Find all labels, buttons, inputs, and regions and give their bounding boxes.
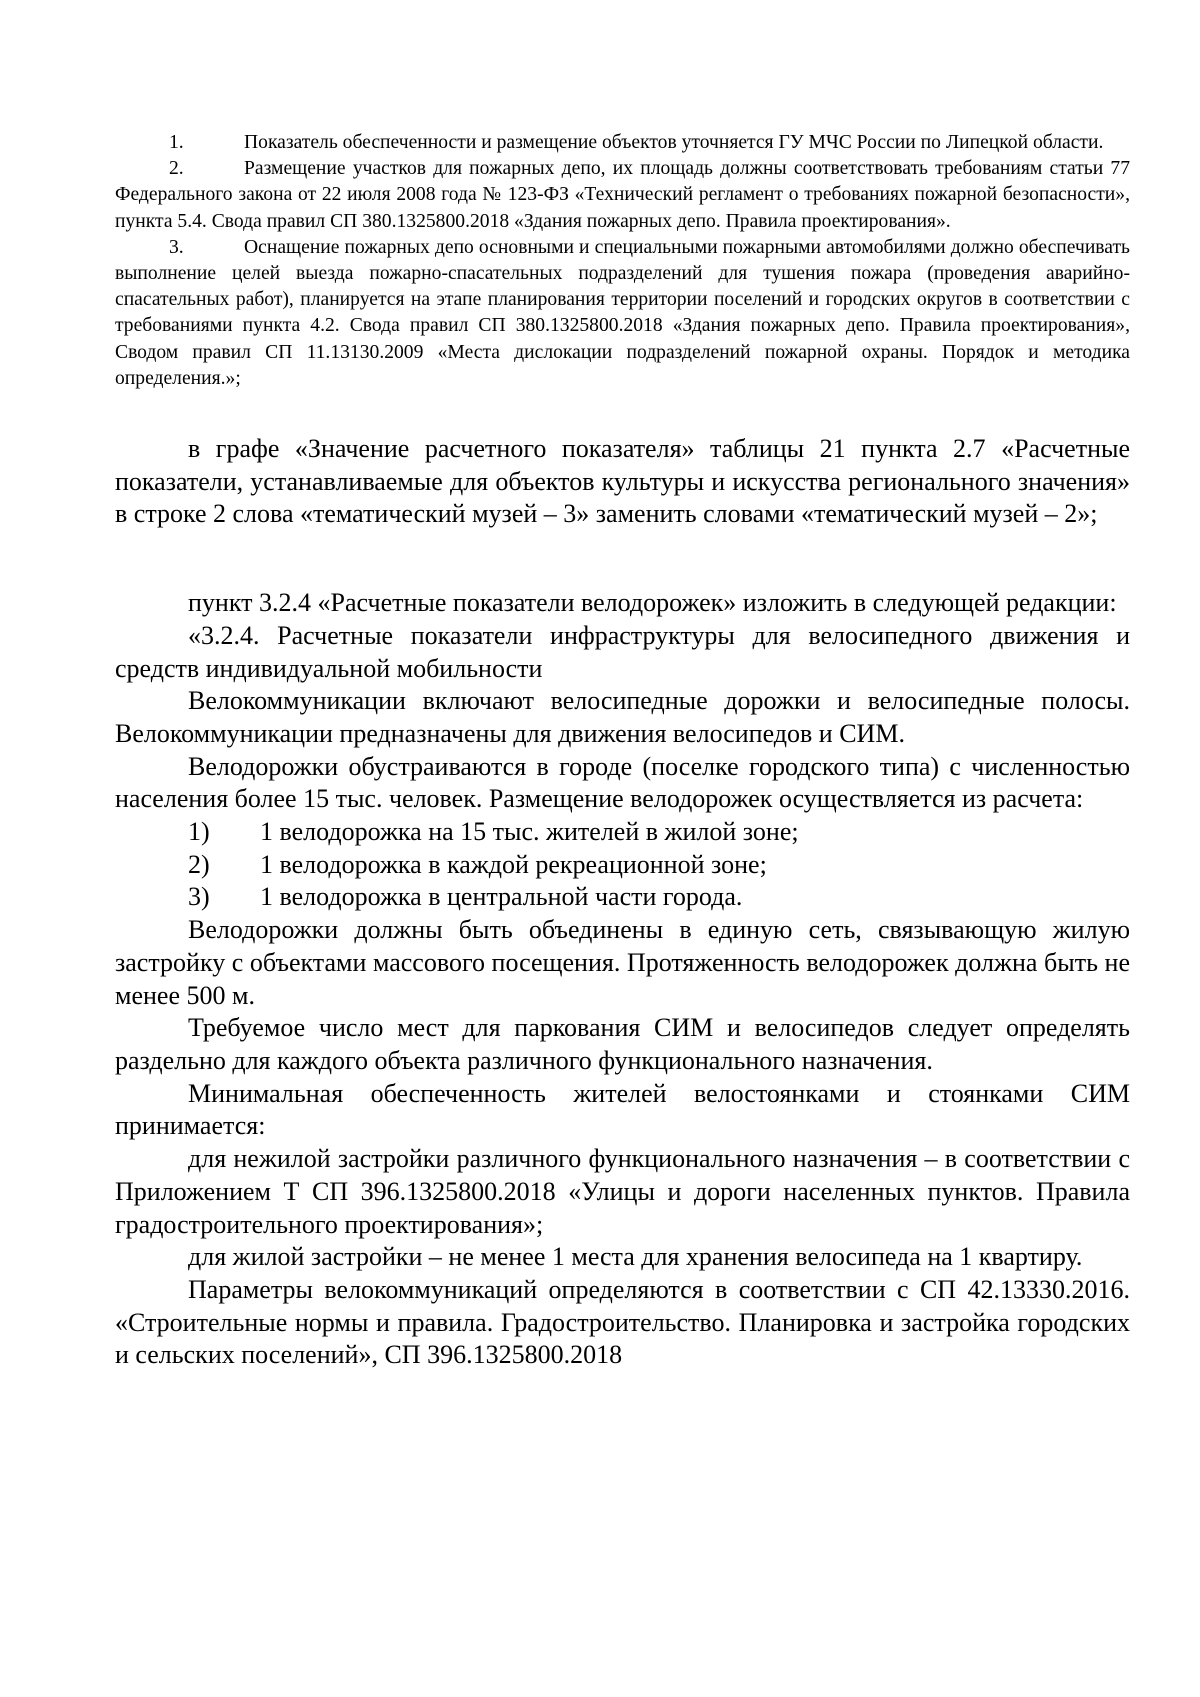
table-notes [115,130,1130,392]
list-number: 3) [188,882,210,912]
list-text: 1 велодорожка в каждой рекреационной зоне; [260,849,767,879]
list-item [115,881,1130,914]
paragraph-network: Велодорожки должны быть объединены в единую сеть, связывающую жилую застройку с объектами массового посещения. Протяженность велодорожек должна быть не менее 500 м. [115,915,1130,1010]
paragraph-parking: Требуемое число мест для паркования СИМ и велосипедов следует определять раздельно для каждого объекта различного функционального назначения. [115,1013,1130,1075]
paragraph-velocommunications: Велокоммуникации включают велосипедные дорожки и велосипедные полосы. Велокоммуникации предназначены для движения велосипедов и СИМ. [115,686,1130,748]
list-number: 2) [188,849,210,879]
paragraph-minimum: Минимальная обеспеченность жителей велостоянками и стоянками СИМ принимается: [115,1078,1130,1141]
spacer [115,531,1130,587]
paragraph-324-intro: пункт 3.2.4 «Расчетные показатели велодорожек» изложить в следующей редакции: [188,588,1117,618]
paragraph-velodorozhki: Велодорожки обустраиваются в городе (поселке городского типа) с численностью населения более 15 тыс. человек. Размещение велодорожек осуществляется из расчета: [115,751,1130,814]
note-number: 3. [169,236,184,258]
note-text: Размещение участков для пожарных депо, их площадь должны соответствовать требованиям статьи 77 Федерального закона от 22 июля 2008 года № 123-ФЗ «Технический регламент о требованиях пожарной безопасности», пункта 5.4. Свода правил СП 380.1325800.2018 «Здания пожарных депо. Правила проектирования». [115,158,1130,232]
list-item [115,816,1130,849]
list-item [115,849,1130,882]
list-number: 1) [188,817,210,847]
note-text: Оснащение пожарных депо основными и специальными пожарными автомобилями должно обеспечивать выполнение целей выезда пожарно-спасательных подразделений для тушения пожара (проведения аварийно-спасательных работ), планируется на этапе планирования территории поселений и городских округов в соответствии с требованиями пункта 4.2. Свода правил СП 380.1325800.2018 «Здания пожарных депо. Правила проектирования», Сводом правил СП 11.13130.2009 «Места дислокации подразделений пожарной охраны. Порядок и методика определения.»; [115,236,1130,389]
note-1 [115,130,1130,156]
list-text: 1 велодорожка на 15 тыс. жителей в жилой зоне; [260,817,799,847]
note-number: 2. [169,158,184,180]
spacer [115,392,1130,433]
note-3 [115,235,1130,392]
paragraph-nonresidential: для нежилой застройки различного функционального назначения – в соответствии с Приложением Т СП 396.1325800.2018 «Улицы и дороги населенных пунктов. Правила градостроительного проектирования»; [115,1144,1130,1239]
paragraph-324-title: «3.2.4. Расчетные показатели инфраструктуры для велосипедного движения и средств индивидуальной мобильности [115,620,1130,683]
paragraph-residential: для жилой застройки – не менее 1 места для хранения велосипеда на 1 квартиру. [188,1242,1083,1272]
paragraph-parameters: Параметры велокоммуникаций определяются в соответствии с СП 42.13330.2016. «Строительные нормы и правила. Градостроительство. Планировка и застройка городских и сельских поселений», СП 396.1325800.2018 [115,1274,1130,1370]
note-text: Показатель обеспеченности и размещение объектов уточняется ГУ МЧС России по Липецкой области. [244,132,1104,153]
list-text: 1 велодорожка в центральной части города. [260,882,743,912]
note-number: 1. [169,132,184,153]
paragraph-table21: в графе «Значение расчетного показателя» таблицы 21 пункта 2.7 «Расчетные показатели, устанавливаемые для объектов культуры и искусства регионального значения» в строке 2 слова «тематический музей – 3» заменить словами «тематический музей – 2»; [115,434,1130,529]
note-2 [115,156,1130,235]
document-body [115,433,1130,1372]
